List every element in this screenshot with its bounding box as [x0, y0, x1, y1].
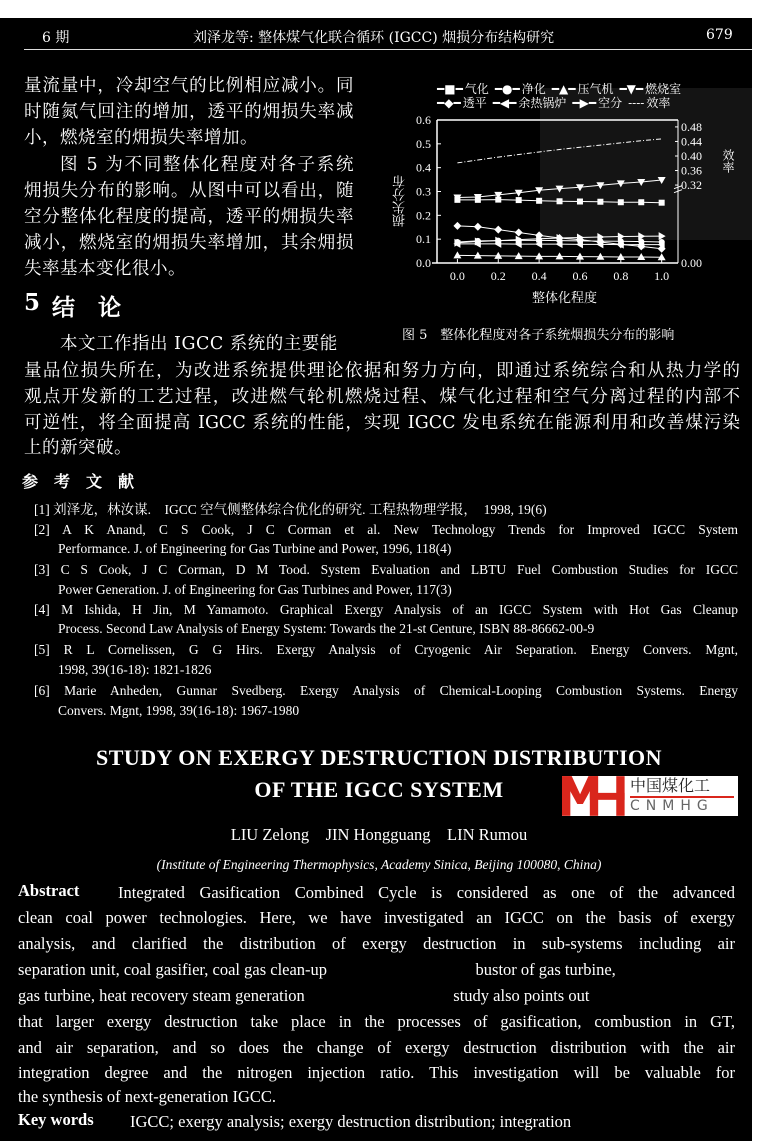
reference-item: [2] A K Anand, C S Cook, J C Corman et al. New Technology Trends for Improved IGCC System — [34, 522, 738, 537]
text-line: 上的新突破。 — [24, 438, 132, 458]
y2-tick-label: 0.44 — [681, 134, 702, 149]
y2-tick-label: 0.40 — [681, 148, 702, 163]
abstract-line: separation unit, coal gasifier, coal gas clean-up bustor of gas turbine, — [18, 960, 616, 979]
keywords-label: Key words — [18, 1110, 94, 1129]
exergy-loss-chart — [390, 110, 752, 310]
data-point — [516, 197, 522, 203]
chart-legend-row-1 — [437, 83, 681, 96]
y-tick-label: 0.0 — [416, 256, 431, 270]
abstract-line: clean coal power technologies. Here, we have investigated an IGCC on the basis of exergy — [18, 908, 735, 927]
text-line: 量品位损失所在，为改进系统提供理论依据和努力方向，即通过系统综合和从热力学的 — [24, 361, 740, 381]
text-line: 减小，燃烧室的㶲损失率增加，其余㶲损 — [24, 233, 354, 253]
text-line: 空分整体化程度的提高，透平的㶲损失率 — [24, 207, 354, 227]
data-point — [474, 223, 482, 231]
text-line: 时随氮气回注的增加，透平的㶲损失率减 — [24, 102, 354, 122]
legend-item: ━▲━ 压气机 — [551, 82, 614, 96]
page-number: 679 — [706, 27, 733, 43]
watermark-en: CNMHG — [630, 798, 714, 814]
chart-legend-row-2 — [437, 97, 670, 110]
section-number: 5 — [24, 289, 41, 316]
data-point — [659, 200, 665, 206]
y2-tick-label: 0.36 — [681, 163, 702, 178]
figure-caption: 图 5 整体化程度对各子系统烟损失分布的影响 — [402, 328, 675, 343]
y-tick-label: 0.2 — [416, 208, 431, 223]
reference-item-cont: Convers. Mgnt, 1998, 39(16-18): 1967-1980 — [58, 703, 300, 718]
legend-item: ━●━ 净化 — [494, 82, 546, 96]
data-point — [659, 232, 666, 240]
reference-item-cont: Performance. J. of Engineering for Gas Turbine and Power, 1996, 118(4) — [58, 541, 452, 556]
data-point — [453, 222, 461, 230]
reference-item: [4] M Ishida, H Jin, M Yamamoto. Graphical Exergy Analysis of an IGCC System with Hot Gas Cleanup — [34, 602, 738, 617]
triangle-down-marker-icon: ━▼━ — [619, 82, 644, 96]
x-tick-label: 1.0 — [654, 269, 670, 283]
mh-logo-icon — [562, 776, 626, 816]
triangle-up-marker-icon: ━▲━ — [551, 82, 576, 96]
x-tick-label: 0.2 — [490, 269, 506, 283]
english-title-line-1: STUDY ON EXERGY DESTRUCTION DISTRIBUTION — [95, 745, 663, 770]
text-line: 量流量中，冷却空气的比例相应减小。同 — [24, 76, 354, 96]
keywords: IGCC; exergy analysis; exergy destruction distribution; integration — [130, 1112, 572, 1131]
data-point — [577, 199, 583, 205]
text-line: 观点开发新的工艺过程，改进燃气轮机燃烧过程、煤气化过程和空气分离过程的内部不 — [24, 387, 740, 407]
scan-margin-top — [0, 0, 768, 18]
abstract-line: the synthesis of next-generation IGCC. — [18, 1087, 276, 1106]
x-tick-label: 0.6 — [572, 269, 588, 283]
data-point — [557, 198, 563, 204]
reference-item: [3] C S Cook, J C Corman, D M Tood. System Evaluation and LBTU Fuel Combustion Studies for IGCC — [34, 562, 738, 577]
issue-number: 6 期 — [42, 30, 70, 46]
reference-item-cont: Power Generation. J. of Engineering for Gas Turbines and Power, 117(3) — [58, 582, 452, 597]
abstract-label: Abstract — [18, 881, 80, 900]
scan-margin-right — [752, 0, 768, 1141]
y2-tick-label: 0.00 — [681, 256, 702, 270]
authors: LIU Zelong JIN Hongguang LIN Rumou — [230, 825, 528, 844]
y-tick-label: 0.4 — [416, 160, 431, 175]
series-line-效率 — [457, 139, 661, 163]
data-point — [453, 251, 461, 258]
data-point — [556, 252, 564, 259]
reference-item-cont: 1998, 39(16-18): 1821-1826 — [58, 662, 212, 677]
legend-item: ━◀━ 余热锅炉 — [492, 96, 567, 110]
abstract-line: that larger exergy destruction take place in the processes of gasification, combustion in GT, — [18, 1012, 735, 1031]
abstract-line: integration degree and the nitrogen injection ratio. This investigation will be valuable for — [18, 1063, 735, 1082]
text-line: 本文工作指出 IGCC 系统的主要能 — [60, 334, 338, 354]
legend-item: ━◆━ 透平 — [437, 96, 487, 110]
data-point — [536, 198, 542, 204]
legend-item: ‐‐‐‐ 效率 — [628, 96, 671, 110]
triangle-right-marker-icon: ━▶━ — [572, 96, 597, 110]
data-point — [494, 226, 502, 234]
english-title-line-2: OF THE IGCC SYSTEM — [254, 777, 504, 802]
text-line: 图 5 为不同整体化程度对各子系统 — [60, 155, 354, 175]
data-point — [597, 199, 603, 205]
abstract-line: and air separation, and so does the change of exergy destruction distribution with the air — [18, 1038, 735, 1057]
y2-tick-label: 0.48 — [681, 119, 702, 134]
text-line: 㶲损失分布的影响。从图中可以看出，随 — [24, 181, 354, 201]
data-point — [638, 199, 644, 205]
text-line: 失率基本变化很小。 — [24, 259, 186, 279]
data-point — [515, 228, 523, 236]
text-line: 可逆性，将全面提高 IGCC 系统的性能，实现 IGCC 发电系统在能源利用和改善煤污染 — [24, 413, 740, 433]
watermark-cn: 中国煤化工 — [630, 776, 711, 795]
y-tick-label: 0.5 — [416, 136, 431, 151]
dash-line-icon: ‐‐‐‐ — [628, 96, 645, 110]
y-tick-label: 0.1 — [416, 232, 431, 247]
text-line: 小，燃烧室的㶲损失率增加。 — [24, 128, 258, 148]
legend-item: ━■━ 气化 — [437, 82, 489, 96]
x-tick-label: 0.0 — [449, 269, 465, 283]
affiliation: (Institute of Engineering Thermophysics, Academy Sinica, Beijing 100080, China) — [156, 857, 602, 872]
abstract-line: gas turbine, heat recovery steam generation study also points out — [18, 986, 590, 1005]
references-heading: 参 考 文 献 — [22, 472, 135, 491]
abstract-line: analysis, and clarified the distribution of exergy destruction in sub-systems including air — [18, 934, 735, 953]
x-axis-label: 整体化程度 — [532, 291, 598, 306]
reference-item: [1] 刘泽龙，林汝谋. IGCC 空气侧整体综合优化的研究. 工程热物理学报， 1998, 19(6) — [34, 502, 547, 517]
running-title: 刘泽龙等: 整体煤气化联合循环 (IGCC) 烟损分布结构研究 — [193, 30, 555, 46]
y-tick-label: 0.6 — [416, 113, 431, 127]
circle-marker-icon: ━●━ — [494, 82, 520, 96]
watermark-logo — [562, 776, 738, 816]
triangle-left-marker-icon: ━◀━ — [492, 96, 517, 110]
x-tick-label: 0.4 — [531, 269, 547, 283]
y-axis-label: 损失分布 — [393, 175, 408, 227]
header-rule — [24, 49, 752, 50]
diamond-marker-icon: ━◆━ — [437, 96, 461, 110]
section-title: 结 论 — [52, 294, 121, 321]
reference-item-cont: Process. Second Law Analysis of Energy System: Towards the 21-st Centure, ISBN 88-86662-00-9 — [58, 621, 595, 636]
legend-item: ━▶━ 空分 — [572, 96, 623, 110]
x-tick-label: 0.8 — [613, 269, 629, 283]
y-tick-label: 0.3 — [416, 184, 431, 199]
y2-axis-label: 效率 — [721, 149, 735, 173]
legend-item: ━▼━ 燃烧室 — [619, 82, 682, 96]
abstract-line: Integrated Gasification Combined Cycle is considered as one of the advanced — [118, 883, 735, 902]
square-marker-icon: ━■━ — [437, 82, 463, 96]
reference-item: [5] R L Cornelissen, G G Hirs. Exergy Analysis of Cryogenic Air Separation. Energy Convers. Mgnt, — [34, 642, 738, 657]
data-point — [618, 199, 624, 205]
y2-tick-label: 0.32 — [681, 178, 702, 193]
reference-item: [6] Marie Anheden, Gunnar Svedberg. Exergy Analysis of Chemical-Looping Combustion Systems. Energy — [34, 683, 738, 698]
